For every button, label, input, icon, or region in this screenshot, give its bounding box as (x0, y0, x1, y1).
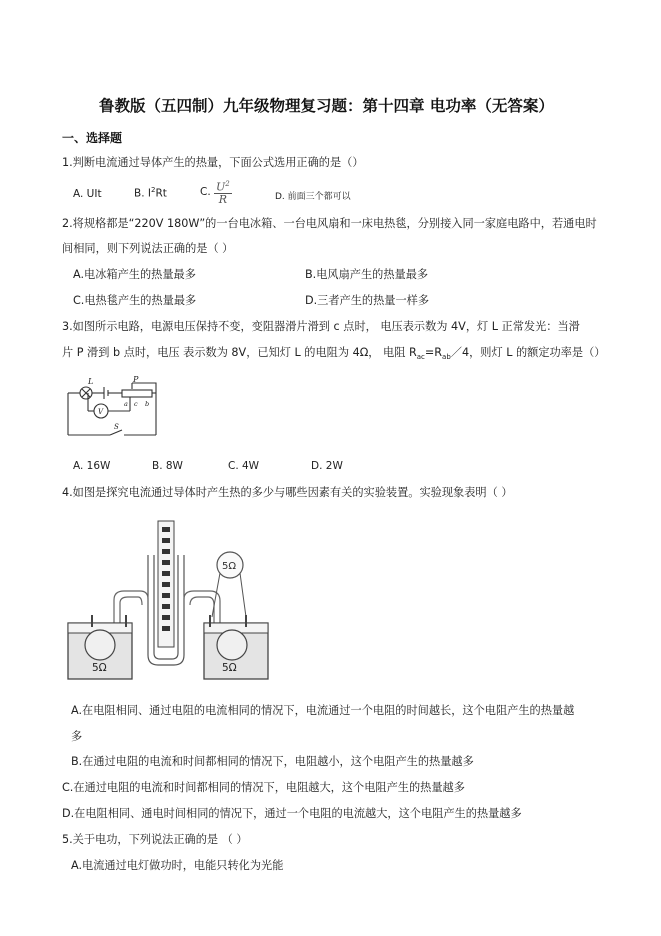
question-1-option-c: C. $\frac{U^2}{R}$ (200, 180, 230, 206)
question-1-stem: 1.判断电流通过导体产生的热量，下面公式选用正确的是（） (62, 156, 364, 169)
question-1-option-d: D. 前面三个都可以 (275, 192, 351, 202)
question-3-line-2: 片 P 滑到 b 点时，电压 表示数为 8V，已知灯 L 的电阻为 4Ω， 电阻 $R_{ac}=R_{ab}/4$，则灯 L 的额定功率是（） (62, 346, 606, 362)
page-title: 鲁教版（五四制）九年级物理复习题：第十四章 电功率（无答案） (99, 96, 554, 115)
section-heading: 一、选择题 (62, 131, 123, 145)
label-b: b (145, 400, 150, 408)
label-v: V (98, 408, 104, 416)
question-2-option-d: D.三者产生的热量一样多 (305, 294, 430, 307)
label-right-5ohm: 5Ω (222, 662, 237, 674)
circuit-diagram (60, 375, 165, 445)
question-4-option-d: D.在电阻相同、通电时间相同的情况下，通过一个电阻的电流越大，这个电阻产生的热量越多 (62, 807, 522, 820)
question-1-option-b: B. $I^2Rt$ (134, 186, 167, 200)
rheostat (122, 390, 152, 397)
question-1-option-a: A. UIt (73, 188, 102, 200)
experiment-apparatus (62, 515, 282, 685)
question-2-line-2: 间相同，则下列说法正确的是（ ） (62, 242, 234, 255)
question-2-option-c: C.电热毯产生的热量最多 (73, 294, 197, 307)
question-4-stem: 4.如图是探究电流通过导体时产生热的多少与哪些因素有关的实验装置。实验现象表明（ ） (62, 486, 513, 499)
question-4-option-a-line-2: 多 (71, 730, 83, 743)
label-left-5ohm: 5Ω (92, 662, 107, 674)
question-5-option-a: A.电流通过电灯做功时，电能只转化为光能 (71, 859, 284, 872)
question-5-stem: 5.关于电功，下列说法正确的是 （ ） (62, 833, 248, 846)
question-3-option-c: C. 4W (228, 460, 260, 472)
question-4-option-b: B.在通过电阻的电流和时间都相同的情况下，电阻越小，这个电阻产生的热量越多 (71, 755, 474, 768)
question-3-line-1: 3.如图所示电路，电源电压保持不变，变阻器滑片滑到 c 点时， 电压表示数为 4V，灯 L 正常发光：当滑 (62, 320, 580, 333)
label-top-5ohm: 5Ω (222, 561, 237, 572)
question-2-option-b: B.电风扇产生的热量最多 (305, 268, 429, 281)
question-3-option-a: A. 16W (73, 460, 111, 472)
question-3-option-b: B. 8W (152, 460, 183, 472)
question-4-option-a-line-1: A.在电阻相同、通过电阻的电流相同的情况下，电流通过一个电阻的时间越长，这个电阻产生的热量越 (71, 704, 575, 717)
label-c: c (134, 400, 138, 408)
label-s: S (114, 423, 119, 431)
question-2-option-a: A.电冰箱产生的热量最多 (73, 268, 196, 281)
label-l: L (88, 377, 94, 386)
fraction-u2-over-r: $\frac{U^2}{R}$ (216, 180, 230, 206)
question-2-line-1: 2.将规格都是“220V 180W”的一台电冰箱、一台电风扇和一床电热毯，分别接入同一家庭电路中，若通电时 (62, 217, 597, 230)
label-a: a (124, 400, 128, 408)
question-4-option-c: C.在通过电阻的电流和时间都相同的情况下，电阻越大，这个电阻产生的热量越多 (62, 781, 465, 794)
question-3-option-d: D. 2W (311, 460, 343, 472)
label-p: P (133, 375, 139, 384)
